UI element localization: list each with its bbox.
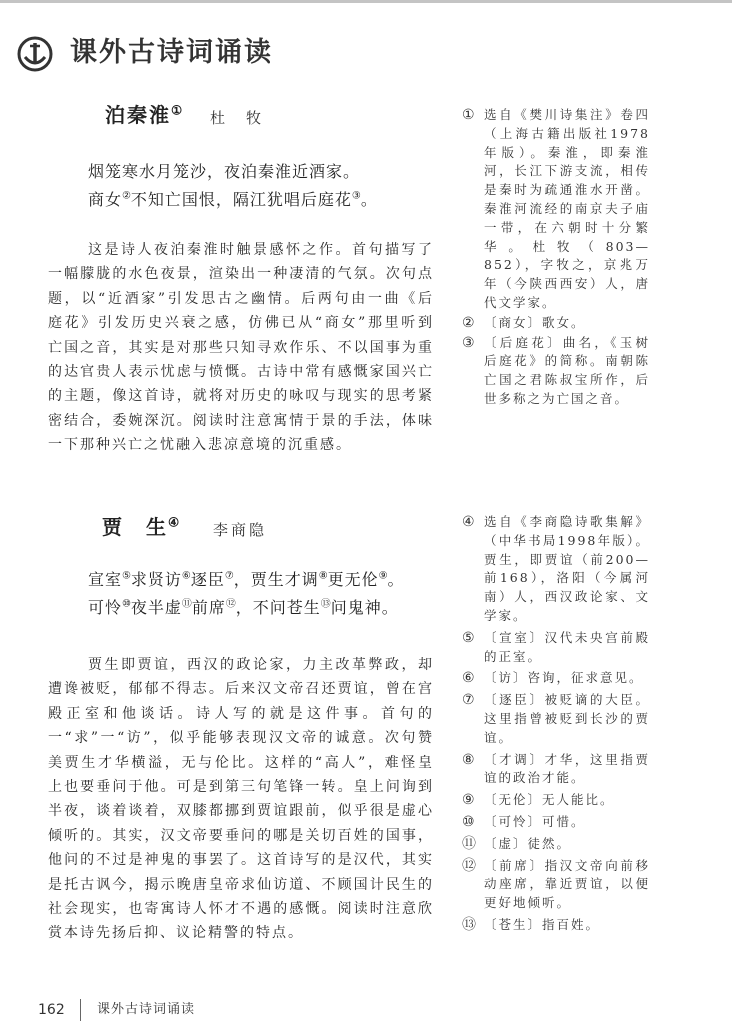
footnote bbox=[462, 513, 650, 626]
page-number: 162 bbox=[38, 1002, 65, 1018]
footnote-marker: ⑬ bbox=[320, 598, 331, 610]
footnote-marker: ① bbox=[171, 102, 183, 118]
footnote-text: 〔访〕咨询，征求意见。 bbox=[484, 670, 644, 686]
section-title: 课外古诗词诵读 bbox=[70, 37, 273, 68]
footnote-text: 〔宣室〕汉代未央宫前殿的正室。 bbox=[484, 629, 650, 664]
poem-verse-line: 烟笼寒水月笼沙，夜泊秦淮近酒家。 bbox=[88, 162, 361, 181]
footnote-number: ⑬ bbox=[462, 916, 476, 933]
poem-title: 贾 生④ bbox=[102, 514, 180, 539]
footnote-number: ⑥ bbox=[462, 670, 475, 687]
footnote-text: 〔可怜〕可惜。 bbox=[484, 813, 586, 829]
poem-commentary: 贾生即贾谊，西汉的政论家，力主改革弊政，却遭谗被贬，郁郁不得志。后来汉文帝召还贾谊，曾在宫殿正室和他谈话。诗人写的就是这件事。首句的一“求”一“访”，似乎能够表现汉文帝的诚意。次句赞美贾生才华横溢，无与伦比。这样的“高人”，难怪皇上也要垂问于他。可是到第三句笔锋一转。皇上问询到半夜，谈着谈着，双膝都挪到贾谊跟前，似乎很是虚心倾听的。其实，汉文帝要垂问的哪是关切百姓的国事，他问的不过是神鬼的事罢了。这首诗写的是汉代，其实是托古讽今，揭示晚唐皇帝求仙访道、不顾国计民生的社会现实，也寄寓诗人怀才不遇的感慨。阅读时注意欣赏本诗先扬后抑、议论精警的特点。 bbox=[48, 657, 434, 942]
footnote bbox=[462, 916, 650, 935]
footnote bbox=[462, 835, 650, 854]
footnote-marker: ⑨ bbox=[378, 570, 388, 582]
footnote-marker: ⑩ bbox=[122, 598, 131, 610]
footnote-number: ③ bbox=[462, 334, 475, 351]
footnote bbox=[462, 751, 650, 789]
running-footer-title: 课外古诗词诵读 bbox=[97, 1002, 196, 1017]
footnote-text: 〔前席〕指汉文帝向前移动座席，靠近贾谊，以便更好地倾听。 bbox=[484, 857, 650, 911]
footnote-marker: ⑦ bbox=[224, 570, 234, 582]
footnote-text: 〔苍生〕指百姓。 bbox=[484, 916, 601, 932]
footnote-marker: ⑤ bbox=[122, 570, 131, 582]
footnote-text: 〔虚〕徒然。 bbox=[484, 835, 572, 851]
poem-title: 泊秦淮① bbox=[105, 102, 183, 127]
footnote-text: 〔逐臣〕被贬谪的大臣。这里指曾被贬到长沙的贾谊。 bbox=[484, 692, 650, 745]
footnote bbox=[462, 106, 650, 313]
poem-verse-line: 商女②不知亡国恨，隔江犹唱后庭花③。 bbox=[88, 190, 378, 209]
poem-verse-line: 可怜⑩夜半虚⑪前席⑫，不问苍生⑬问鬼神。 bbox=[88, 598, 399, 617]
footnote bbox=[462, 813, 650, 832]
footnote-marker: ② bbox=[122, 190, 131, 202]
poem-verse-line: 宣室⑤求贤访⑥逐臣⑦，贾生才调⑧更无伦⑨。 bbox=[88, 570, 405, 589]
footnote-number: ⑦ bbox=[462, 692, 475, 709]
footnote-number: ⑪ bbox=[462, 835, 476, 852]
footnote-marker: ⑫ bbox=[225, 598, 236, 610]
footnote bbox=[462, 857, 650, 913]
poem-commentary: 这是诗人夜泊秦淮时触景感怀之作。首句描写了一幅朦胧的水色夜景，渲染出一种凄清的气氛。次句点题，以“近酒家”引发思古之幽情。后两句由一曲《后庭花》引发历史兴衰之感，仿佛已从“商女”那里听到亡国之音，其实是对那些只知寻欢作乐、不以国事为重的达官贵人表示忧虑与愤慨。古诗中常有感慨家国兴亡的主题，像这首诗，就将对历史的咏叹与现实的思考紧密结合，委婉深沉。阅读时注意寓情于景的手法，体味一下那种兴亡之忧融入悲凉意境的沉重感。 bbox=[48, 242, 434, 454]
footnote-marker: ⑪ bbox=[181, 598, 192, 610]
footnote-number: ⑨ bbox=[462, 792, 475, 809]
poem-verses bbox=[88, 566, 438, 622]
footnote-marker: ④ bbox=[168, 514, 180, 530]
footnote-text: 〔后庭花〕曲名，《玉树后庭花》的简称。南朝陈亡国之君陈叔宝所作，后世多称之为亡国之音。 bbox=[484, 334, 650, 406]
footnote-number: ⑤ bbox=[462, 629, 475, 646]
top-rule bbox=[0, 0, 732, 3]
footnote-marker: ⑧ bbox=[318, 570, 328, 582]
footnote bbox=[462, 334, 650, 409]
footnote-number: ⑩ bbox=[462, 813, 475, 830]
poem-author: 杜 牧 bbox=[210, 109, 265, 127]
footnote bbox=[462, 669, 650, 688]
brush-emblem-icon bbox=[16, 35, 54, 73]
footnote-text: 选自《李商隐诗歌集解》（中华书局1998年版）。贾生，即贾谊（前200—前168），洛阳（今属河南）人，西汉政论家、文学家。 bbox=[484, 514, 650, 623]
footnote-number: ⑫ bbox=[462, 857, 476, 874]
footnotes-list bbox=[462, 106, 650, 410]
footnote-text: 〔商女〕歌女。 bbox=[484, 314, 586, 330]
footnote-text: 选自《樊川诗集注》卷四（上海古籍出版社1978年版）。秦淮，即秦淮河，长江下游支流，相传是秦时为疏通淮水开凿。秦淮河流经的南京夫子庙一带，在六朝时十分繁华。杜牧（803—852），字牧之，京兆万年（今陕西西安）人，唐代文学家。 bbox=[484, 107, 650, 310]
footer-divider bbox=[80, 999, 81, 1021]
footnote bbox=[462, 314, 650, 333]
footnote-marker: ⑥ bbox=[181, 570, 191, 582]
poem-verses bbox=[88, 158, 438, 214]
footnote-number: ④ bbox=[462, 514, 475, 530]
poem-author: 李商隐 bbox=[213, 521, 268, 539]
footnote-number: ② bbox=[462, 314, 475, 331]
footnote-marker: ③ bbox=[351, 190, 361, 202]
footnote-text: 〔才调〕才华，这里指贾谊的政治才能。 bbox=[484, 751, 650, 786]
footnote bbox=[462, 791, 650, 810]
footnotes-list bbox=[462, 513, 650, 938]
footnote bbox=[462, 629, 650, 667]
footnote bbox=[462, 691, 650, 747]
footnote-number: ① bbox=[462, 107, 475, 123]
footnote-number: ⑧ bbox=[462, 751, 475, 768]
footnote-text: 〔无伦〕无人能比。 bbox=[484, 792, 615, 808]
